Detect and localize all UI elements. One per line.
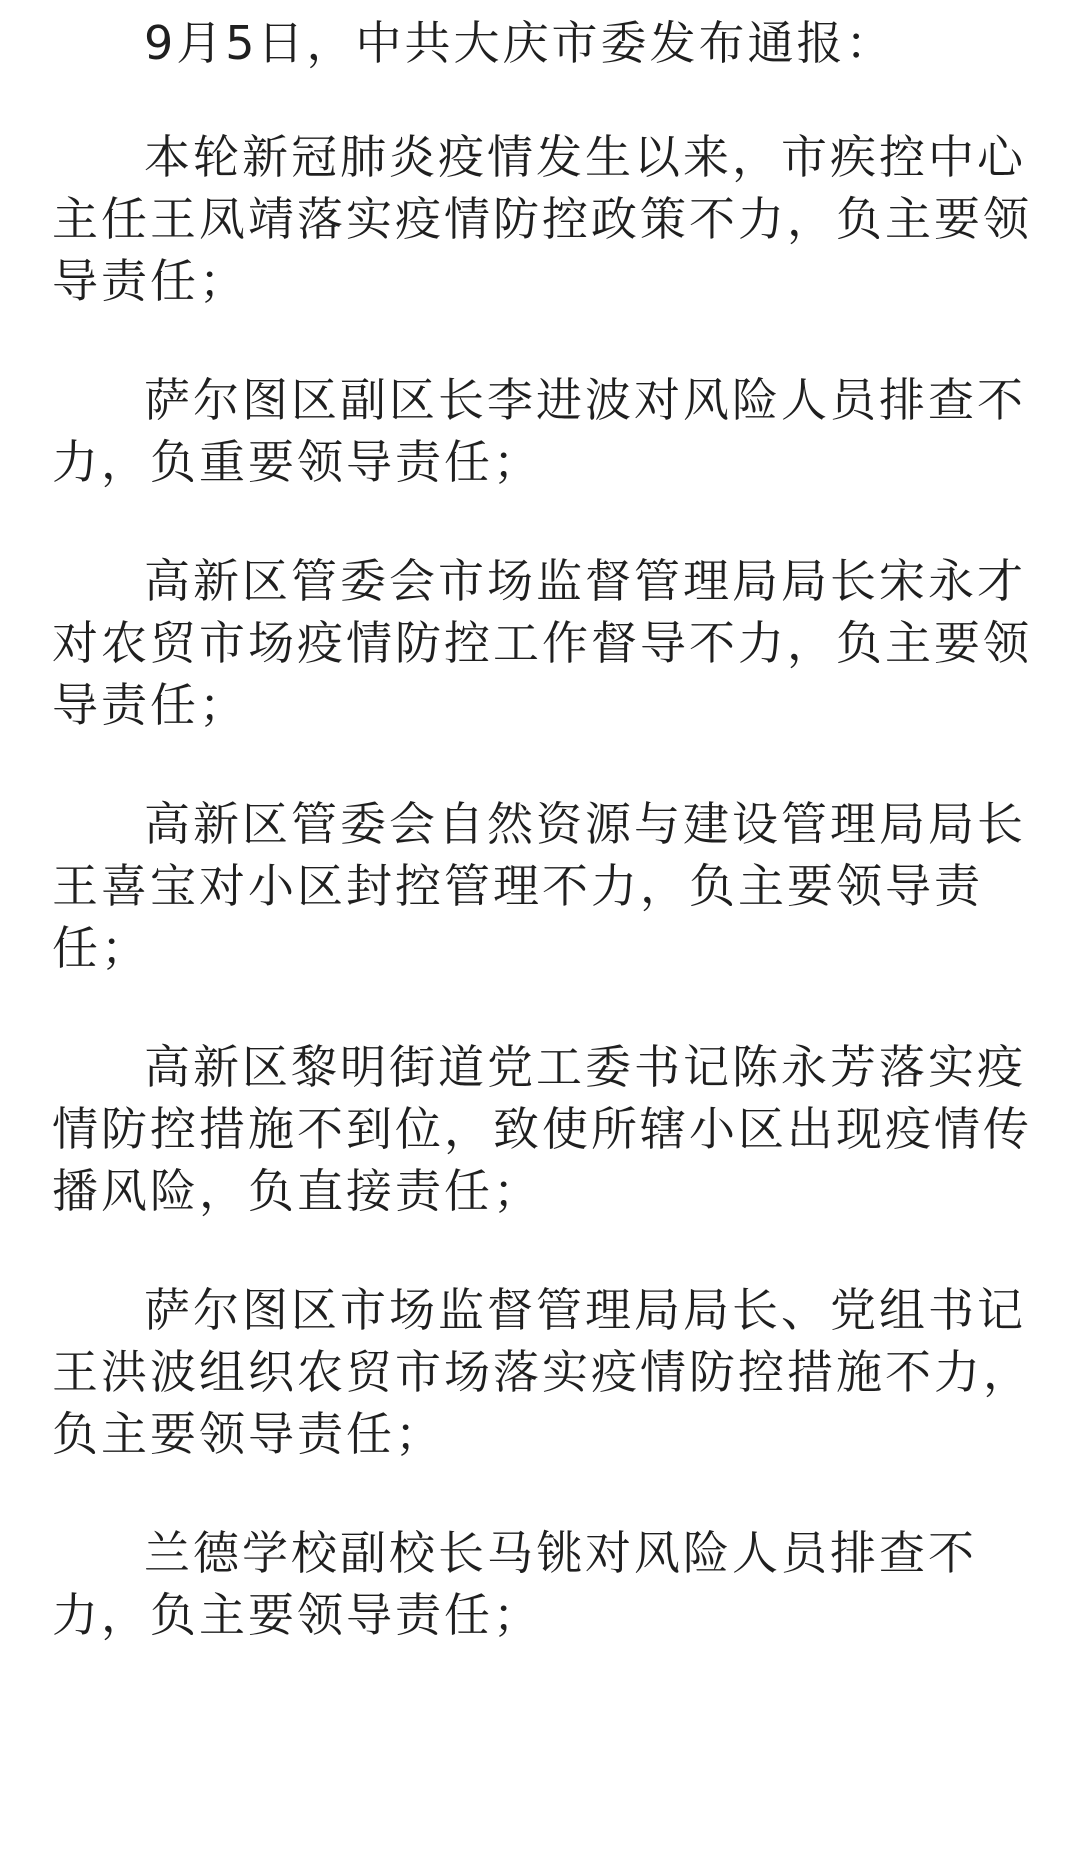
paragraph-wang-xibao: 高新区管委会自然资源与建设管理局局长王喜宝对小区封控管理不力，负主要领导责任；: [52, 797, 1026, 975]
article-body: [52, 0, 1042, 1646]
intro-paragraph: 9月5日，中共大庆市委发布通报：: [144, 16, 895, 70]
paragraph-li-jinbo: 萨尔图区副区长李进波对风险人员排查不力，负重要领导责任；: [52, 373, 1026, 489]
paragraph-ma-yao: 兰德学校副校长马铫对风险人员排查不力，负主要领导责任；: [52, 1526, 977, 1642]
paragraph-song-yongcai: 高新区管委会市场监督管理局局长宋永才对农贸市场疫情防控工作督导不力，负主要领导责任；: [52, 554, 1032, 732]
paragraph-wang-fengjing: 本轮新冠肺炎疫情发生以来，市疾控中心主任王凤靖落实疫情防控政策不力，负主要领导责任；: [52, 130, 1032, 308]
paragraph-wang-hongbo: 萨尔图区市场监督管理局局长、党组书记王洪波组织农贸市场落实疫情防控措施不力，负主要领导责任；: [52, 1283, 1032, 1461]
paragraph-chen-yongfang: 高新区黎明街道党工委书记陈永芳落实疫情防控措施不到位，致使所辖小区出现疫情传播风险，负直接责任；: [52, 1040, 1032, 1218]
